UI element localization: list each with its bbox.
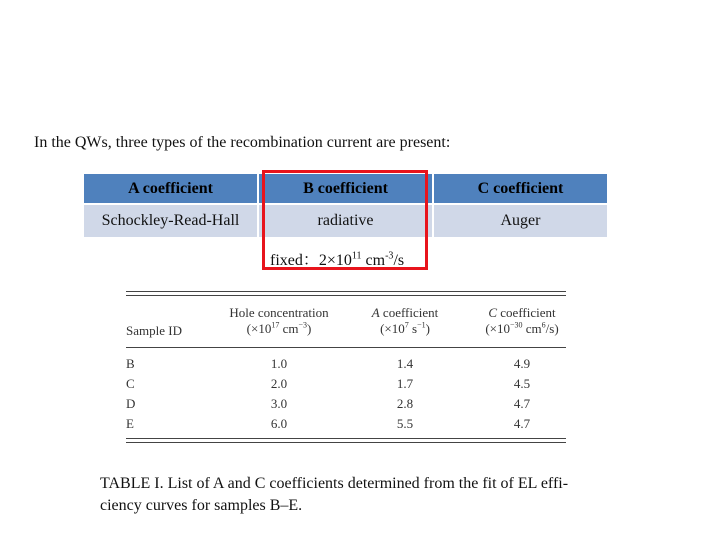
header-a-exp: 7: [404, 320, 409, 330]
header-a-line1: [350, 305, 460, 321]
header-c-line2: [466, 321, 578, 337]
c-value: 4.9: [513, 356, 531, 371]
sample-id: D: [126, 396, 136, 411]
header-sample-id: Sample ID: [126, 323, 182, 338]
header-hole-line1: Hole concentration: [229, 305, 329, 320]
table-bottom-rule-2: [126, 442, 566, 443]
header-c-post: /s): [545, 321, 559, 336]
header-hole-exp2: −3: [298, 320, 307, 330]
fixed-note-suffix: /s: [393, 252, 405, 269]
caption-line-2: ciency curves for samples B–E.: [100, 497, 303, 514]
fixed-note-exp1: 11: [351, 250, 362, 262]
table-top-rule-2: [126, 295, 566, 296]
table-top-rule-1: [126, 291, 566, 292]
a-value: 5.5: [396, 416, 414, 431]
caption-line-1: TABLE I. List of A and C coefficients determined from the fit of EL effi-: [100, 475, 569, 492]
a-value: 1.4: [396, 356, 414, 371]
header-a-text: coefficient: [379, 305, 439, 320]
header-a-pre: (×10: [380, 321, 405, 336]
hole-value: 1.0: [270, 356, 288, 371]
header-c-coefficient: C coefficient: [433, 173, 608, 204]
table-header-rule: [126, 347, 566, 348]
c-value: 4.7: [513, 396, 531, 411]
header-a-line2: [350, 321, 460, 337]
header-hole-exp: 17: [271, 320, 280, 330]
header-c-exp: −30: [510, 320, 523, 330]
table-caption: [100, 473, 640, 517]
header-a-post: ): [425, 321, 430, 336]
table-bottom-rule-1: [126, 438, 566, 439]
a-value: 2.8: [396, 396, 414, 411]
hole-value: 6.0: [270, 416, 288, 431]
hole-value: 3.0: [270, 396, 288, 411]
a-value: 1.7: [396, 376, 414, 391]
header-hole-concentration: [214, 305, 344, 337]
header-c-text: coefficient: [497, 305, 556, 320]
header-c-line1: [466, 305, 578, 321]
header-a-coefficient-sample: [350, 305, 460, 337]
cell-a-mechanism: Schockley-Read-Hall: [83, 204, 258, 238]
header-hole-unit: cm: [279, 321, 299, 336]
cell-b-mechanism: radiative: [258, 204, 433, 238]
fixed-note-mid: cm: [361, 252, 386, 269]
fixed-note-exp2: -3: [385, 250, 394, 262]
header-a-symbol: A: [371, 305, 380, 320]
fixed-note-prefix: fixed：2×10: [270, 252, 352, 269]
hole-value: 2.0: [270, 376, 288, 391]
c-value: 4.5: [513, 376, 531, 391]
header-a-exp2: −1: [417, 320, 426, 330]
header-hole-post: ): [306, 321, 312, 336]
header-hole-pre: (×10: [246, 321, 272, 336]
cell-c-mechanism: Auger: [433, 204, 608, 238]
fixed-b-note: [270, 247, 404, 270]
header-hole-line2: [214, 321, 344, 337]
header-c-exp2: 6: [541, 320, 546, 330]
header-c-unit: cm: [522, 321, 542, 336]
intro-text: In the QWs, three types of the recombination current are present:: [34, 134, 451, 151]
header-a-coefficient: A coefficient: [83, 173, 258, 204]
header-a-unit: s: [408, 321, 418, 336]
sample-id: B: [126, 356, 135, 371]
sample-id: E: [126, 416, 134, 431]
header-b-coefficient: B coefficient: [258, 173, 433, 204]
header-c-pre: (×10: [485, 321, 510, 336]
sample-id: C: [126, 376, 135, 391]
c-value: 4.7: [513, 416, 531, 431]
header-c-symbol: C: [488, 305, 498, 320]
header-c-coefficient-sample: [466, 305, 578, 337]
